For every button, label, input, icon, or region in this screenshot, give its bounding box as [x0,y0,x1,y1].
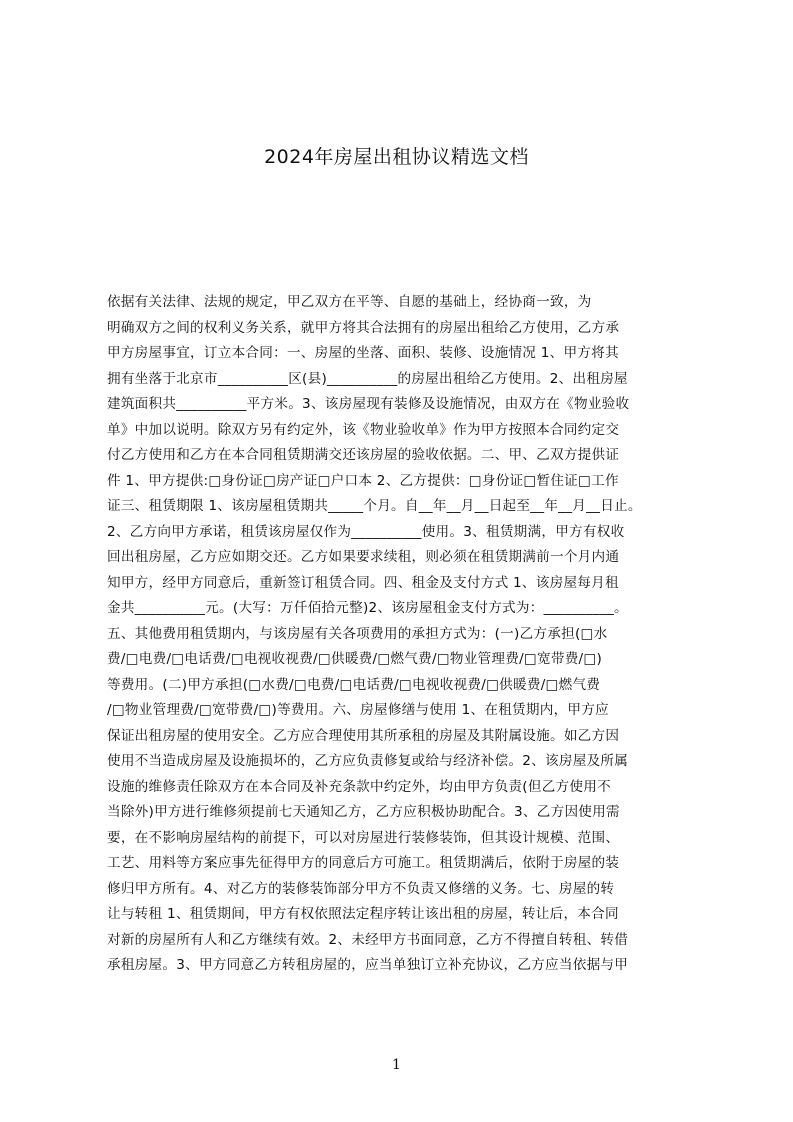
body-line: 依据有关法律、法规的规定，甲乙双方在平等、自愿的基础上，经协商一致，为 [107,294,592,310]
body-line: 保证出租房屋的使用安全。乙方应合理使用其所承租的房屋及其附属设施。如乙方因 [107,727,620,744]
body-line: 单》中加以说明。除双方另有约定外，该《物业验收单》作为甲方按照本合同约定交 [107,421,620,438]
body-line: 承租房屋。3、甲方同意乙方转租房屋的，应当单独订立补充协议，乙方应当依据与甲 [107,957,629,973]
body-line: 五、其他费用租赁期内，与该房屋有关各项费用的承担方式为：(一)乙方承担(□水 [107,625,608,642]
body-line: 让与转租 1、租赁期间，甲方有权依照法定程序转让该出租的房屋，转让后，本合同 [107,906,619,922]
body-line: 件 1、甲方提供:□身份证□房产证□户口本 2、乙方提供：□身份证□暂住证□工作 [107,472,619,489]
body-line: 要，在不影响房屋结构的前提下，可以对房屋进行装修装饰，但其设计规模、范围、 [107,829,620,846]
document-body [107,290,698,979]
body-line: 甲方房屋事宜，订立本合同：一、房屋的坐落、面积、装修、设施情况 1、甲方将其 [107,345,619,361]
body-line: 付乙方使用和乙方在本合同租赁期满交还该房屋的验收依据。二、甲、乙双方提供证 [107,447,620,463]
body-line: 对新的房屋所有人和乙方继续有效。2、未经甲方书面同意，乙方不得擅自转租、转借 [107,931,629,948]
body-line: 当除外)甲方进行维修须提前七天通知乙方，乙方应积极协助配合。3、乙方因使用需 [107,804,620,820]
body-line: 设施的维修责任除双方在本合同及补充条款中约定外，均由甲方负责(但乙方使用不 [107,778,611,795]
body-line: 证三、租赁期限 1、该房屋租赁期共_____个月。自__年__月__日起至__年__月__日止。 [107,498,642,514]
page-number: 1 [392,1057,401,1073]
body-line: /□物业管理费/□宽带费/□)等费用。六、房屋修缮与使用 1、在租赁期内，甲方应 [107,702,609,718]
body-line: 明确双方之间的权利义务关系，就甲方将其合法拥有的房屋出租给乙方使用，乙方承 [107,319,620,336]
body-line: 修归甲方所有。4、对乙方的装修装饰部分甲方不负责又修缮的义务。七、房屋的转 [107,880,615,897]
body-line: 费/□电费/□电话费/□电视收视费/□供暖费/□燃气费/□物业管理费/□宽带费/□) [107,651,603,667]
body-line: 回出租房屋，乙方应如期交还。乙方如果要求续租，则必须在租赁期满前一个月内通 [107,549,620,565]
body-line: 2、乙方向甲方承诺，租赁该房屋仅作为__________使用。3、租赁期满，甲方有权收 [107,523,625,540]
body-line: 建筑面积共__________平方米。3、该房屋现有装修及设施情况，由双方在《物业验收 [107,396,630,412]
body-line: 等费用。(二)甲方承担(□水费/□电费/□电话费/□电视收视费/□供暖费/□燃气费 [107,676,601,693]
body-line: 工艺、用料等方案应事先征得甲方的同意后方可施工。租赁期满后，依附于房屋的装 [107,855,620,871]
body-line: 金共__________元。(大写：万仟佰拾元整)2、该房屋租金支付方式为：__________。 [107,600,628,616]
document-title: 2024年房屋出租协议精选文档 [264,146,529,168]
body-line: 知甲方，经甲方同意后，重新签订租赁合同。四、租金及支付方式 1、该房屋每月租 [107,574,619,591]
body-line: 拥有坐落于北京市__________区(县)__________的房屋出租给乙方使用。2、出租房屋 [107,370,628,387]
body-line: 使用不当造成房屋及设施损坏的，乙方应负责修复或给与经济补偿。2、该房屋及所属 [107,753,629,769]
